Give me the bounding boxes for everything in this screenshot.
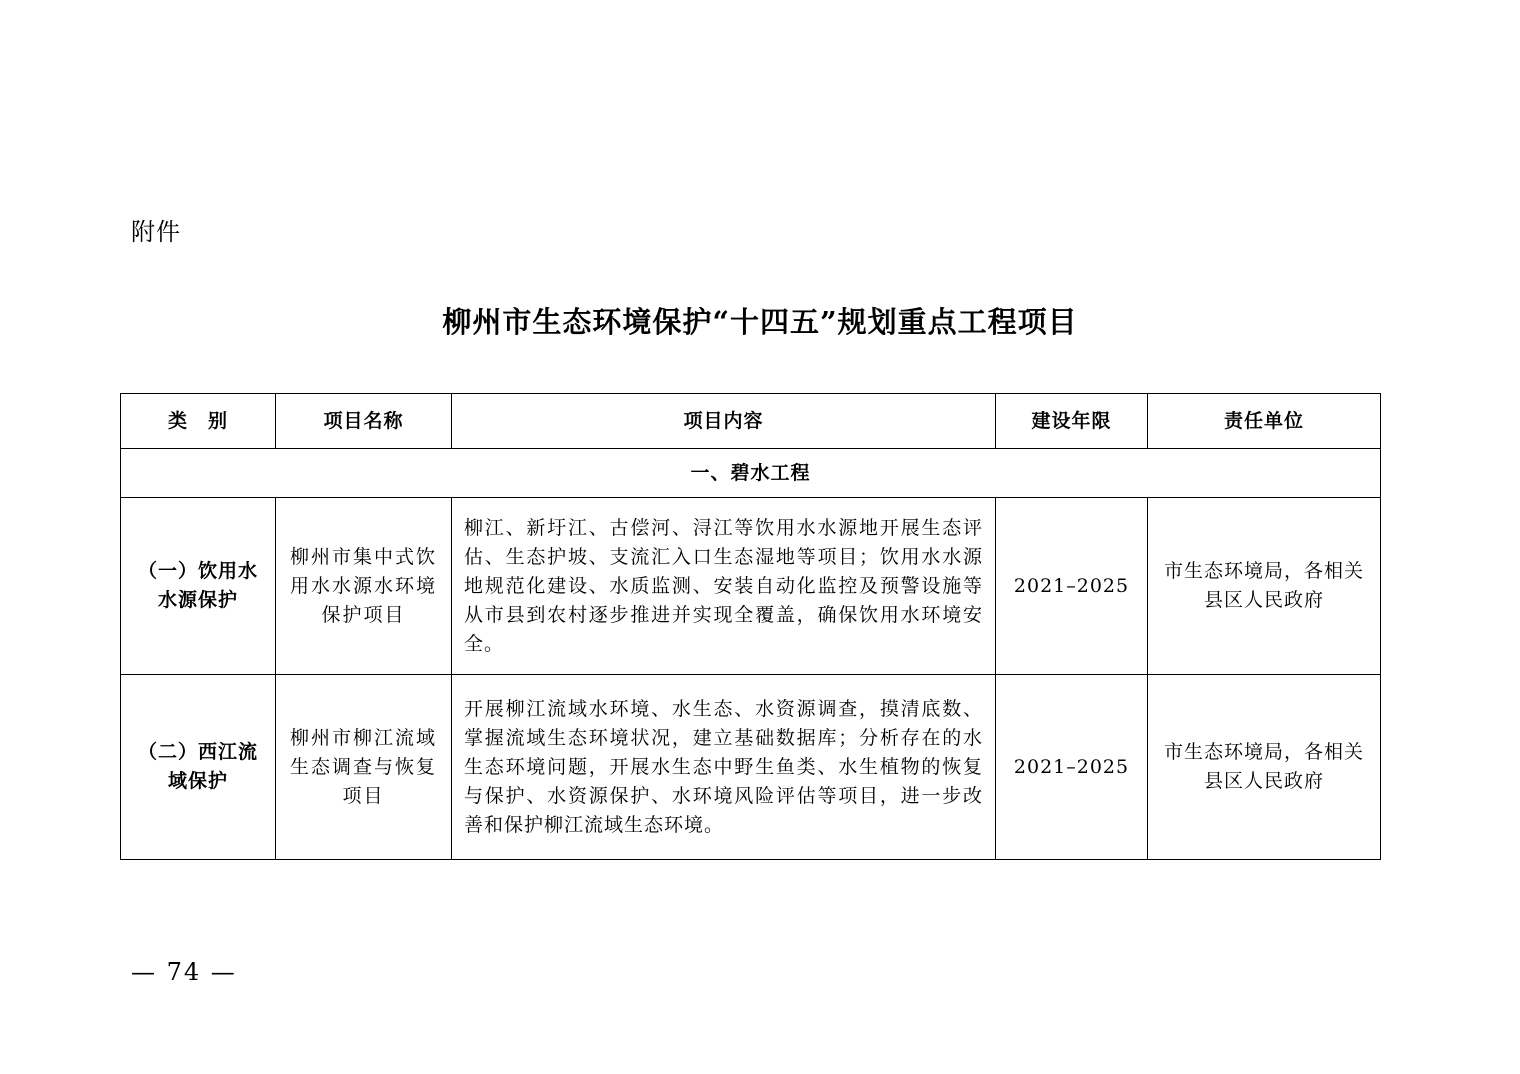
section-row (121, 449, 1381, 498)
document-title: 柳州市生态环境保护“十四五”规划重点工程项目 (442, 305, 1078, 339)
header-years: 建设年限 (996, 394, 1148, 449)
row-category: （一）饮用水水源保护 (121, 498, 276, 675)
page-number: — 74 — (131, 958, 237, 986)
row-years: 2021–2025 (996, 498, 1148, 675)
header-content: 项目内容 (452, 394, 996, 449)
table-header-row (121, 394, 1381, 449)
header-unit: 责任单位 (1148, 394, 1381, 449)
row-responsible-unit: 市生态环境局，各相关县区人民政府 (1148, 675, 1381, 860)
projects-table (120, 393, 1381, 860)
section-title: 一、碧水工程 (121, 449, 1381, 498)
row-years: 2021–2025 (996, 675, 1148, 860)
row-project-name: 柳州市集中式饮用水水源水环境保护项目 (276, 498, 452, 675)
row-category: （二）西江流域保护 (121, 675, 276, 860)
row-project-content: 柳江、新圩江、古偿河、浔江等饮用水水源地开展生态评估、生态护坡、支流汇入口生态湿地等项目；饮用水水源地规范化建设、水质监测、安装自动化监控及预警设施等从市县到农村逐步推进并实现全覆盖，确保饮用水环境安全。 (452, 498, 996, 675)
row-responsible-unit: 市生态环境局，各相关县区人民政府 (1148, 498, 1381, 675)
table-row (121, 675, 1381, 860)
header-name: 项目名称 (276, 394, 452, 449)
header-category: 类 别 (121, 394, 276, 449)
attachment-label: 附件 (131, 218, 181, 246)
row-project-content: 开展柳江流域水环境、水生态、水资源调查，摸清底数、掌握流域生态环境状况，建立基础数据库；分析存在的水生态环境问题，开展水生态中野生鱼类、水生植物的恢复与保护、水资源保护、水环境风险评估等项目，进一步改善和保护柳江流域生态环境。 (452, 675, 996, 860)
table-row (121, 498, 1381, 675)
row-project-name: 柳州市柳江流域生态调查与恢复项目 (276, 675, 452, 860)
